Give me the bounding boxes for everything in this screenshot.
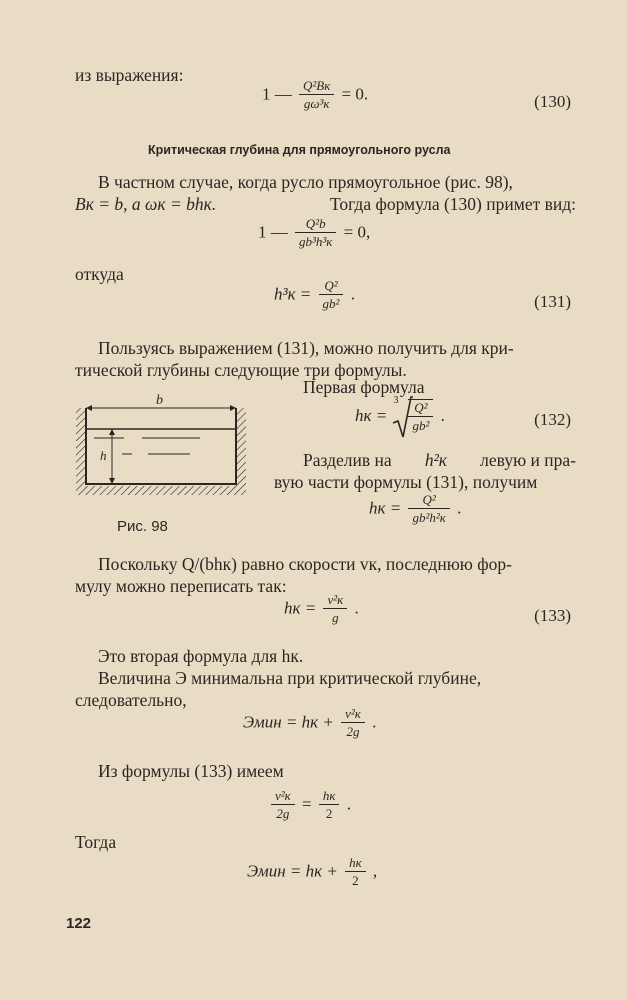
eq131-number: (131) xyxy=(534,292,571,311)
emin2-num: hк xyxy=(345,855,366,872)
eq133-den: g xyxy=(332,610,339,625)
p3-line1-c: левую и пра- xyxy=(480,450,576,470)
eq132-fraction xyxy=(408,399,433,435)
eqmid-num: Q²b xyxy=(295,216,336,233)
section-heading: Критическая глубина для прямоугольного русла xyxy=(148,143,451,157)
emin1-rhs: . xyxy=(372,712,377,732)
equation-132 xyxy=(355,395,445,439)
eq133-fraction xyxy=(323,592,347,627)
eq133-number: (133) xyxy=(534,606,571,625)
eq132-lhs: hк = xyxy=(355,405,388,425)
eqv-den1: 2g xyxy=(276,806,290,821)
eqv-num1: v²к xyxy=(271,788,295,805)
emin2-fraction xyxy=(345,855,366,890)
figure-caption: Рис. 98 xyxy=(117,518,168,535)
equation-v xyxy=(268,788,351,823)
eqmid-lhs: 1 — xyxy=(258,222,288,242)
p3-line2: вую части формулы (131), получим xyxy=(274,472,538,492)
emin2-rhs: , xyxy=(372,861,378,881)
eq133-rhs: . xyxy=(354,598,359,618)
eqv-num2: hк xyxy=(319,788,340,805)
eqv-fraction-2 xyxy=(319,788,340,823)
eq131-num: Q² xyxy=(319,278,344,295)
eqhk-num: Q² xyxy=(408,492,449,509)
p1-line2-formula: Bк = b, а ωк = bhк. xyxy=(75,194,217,214)
eq131-rhs: . xyxy=(350,284,355,304)
eq132-rhs: . xyxy=(440,405,445,425)
eq130-fraction xyxy=(299,78,334,113)
p4-line2: мулу можно переписать так: xyxy=(75,576,287,596)
intro-text: из выражения: xyxy=(75,65,184,85)
figure-label-b: b xyxy=(156,393,163,408)
equation-hk xyxy=(369,492,461,527)
eqhk-den: gb²h²к xyxy=(412,510,446,525)
equation-133 xyxy=(284,592,359,627)
equation-131 xyxy=(274,278,355,313)
p6-text: Из формулы (133) имеем xyxy=(98,761,284,781)
eq131-fraction xyxy=(319,278,344,313)
emin1-num: v²к xyxy=(341,706,365,723)
emin2-den: 2 xyxy=(352,873,359,888)
p1-line2-text: Тогда формула (130) примет вид: xyxy=(330,194,576,214)
eqv-rhs: . xyxy=(346,794,351,814)
eq132-num: Q² xyxy=(408,400,433,417)
equation-130 xyxy=(262,78,368,113)
first-formula-label: Первая формула xyxy=(303,377,425,397)
p1-line1-text: В частном случае, когда русло прямоугольное (рис. 98), xyxy=(98,172,513,192)
equation-emin-1 xyxy=(243,706,376,741)
eq130-number: (130) xyxy=(534,92,571,111)
eq131-den: gb² xyxy=(322,296,340,311)
eq133-num: v²к xyxy=(323,592,347,609)
eq130-den: gω³к xyxy=(303,96,330,111)
p3-line1-a: Разделив на xyxy=(303,450,392,470)
eqv-den2: 2 xyxy=(325,806,333,821)
p3-line1 xyxy=(303,449,576,471)
eq133-lhs: hк = xyxy=(284,598,317,618)
p5-line1: Это вторая формула для hк. xyxy=(98,646,304,666)
emin1-lhs: Эмин = hк + xyxy=(243,712,334,732)
eq131-lhs: h³к = xyxy=(274,284,312,304)
channel-cross-section-figure xyxy=(72,388,250,498)
eqmid-den: gb³h³к xyxy=(299,234,333,249)
eqmid-rhs: = 0, xyxy=(343,222,371,242)
p3-line1-b: h²к xyxy=(424,450,447,470)
equation-mid xyxy=(258,216,370,251)
p5-line3: следовательно, xyxy=(75,690,187,710)
emin1-fraction xyxy=(341,706,365,741)
p2-line1: Пользуясь выражением (131), можно получить для кри- xyxy=(98,338,514,358)
eq132-number: (132) xyxy=(534,410,571,429)
equation-emin-2 xyxy=(247,855,377,890)
eq130-num: Q²Bк xyxy=(299,78,334,95)
p1-line2 xyxy=(75,193,576,215)
eqv-equals: = xyxy=(302,794,312,814)
root-index: 3 xyxy=(393,394,399,406)
emin2-lhs: Эмин = hк + xyxy=(247,861,338,881)
p5-line2: Величина Э минимальна при критической глубине, xyxy=(98,668,482,688)
p1-line1 xyxy=(98,171,576,193)
p4-line1: Поскольку Q/(bhк) равно скорости vк, последнюю фор- xyxy=(98,554,512,574)
p2-line2: тической глубины следующие три формулы. xyxy=(75,360,407,380)
eqmid-fraction xyxy=(295,216,336,251)
eqhk-fraction xyxy=(408,492,449,527)
otkuda-text: откуда xyxy=(75,264,124,284)
eq132-den: gb² xyxy=(412,418,430,433)
eq130-rhs: = 0. xyxy=(341,84,369,104)
page-number: 122 xyxy=(66,915,92,932)
figure-label-h: h xyxy=(100,448,107,463)
emin1-den: 2g xyxy=(346,724,360,739)
eqhk-lhs: hк = xyxy=(369,498,402,518)
togda-text: Тогда xyxy=(75,832,117,852)
eqv-fraction-1 xyxy=(271,788,295,823)
eqhk-rhs: . xyxy=(457,498,462,518)
eq130-lhs: 1 — xyxy=(262,84,292,104)
